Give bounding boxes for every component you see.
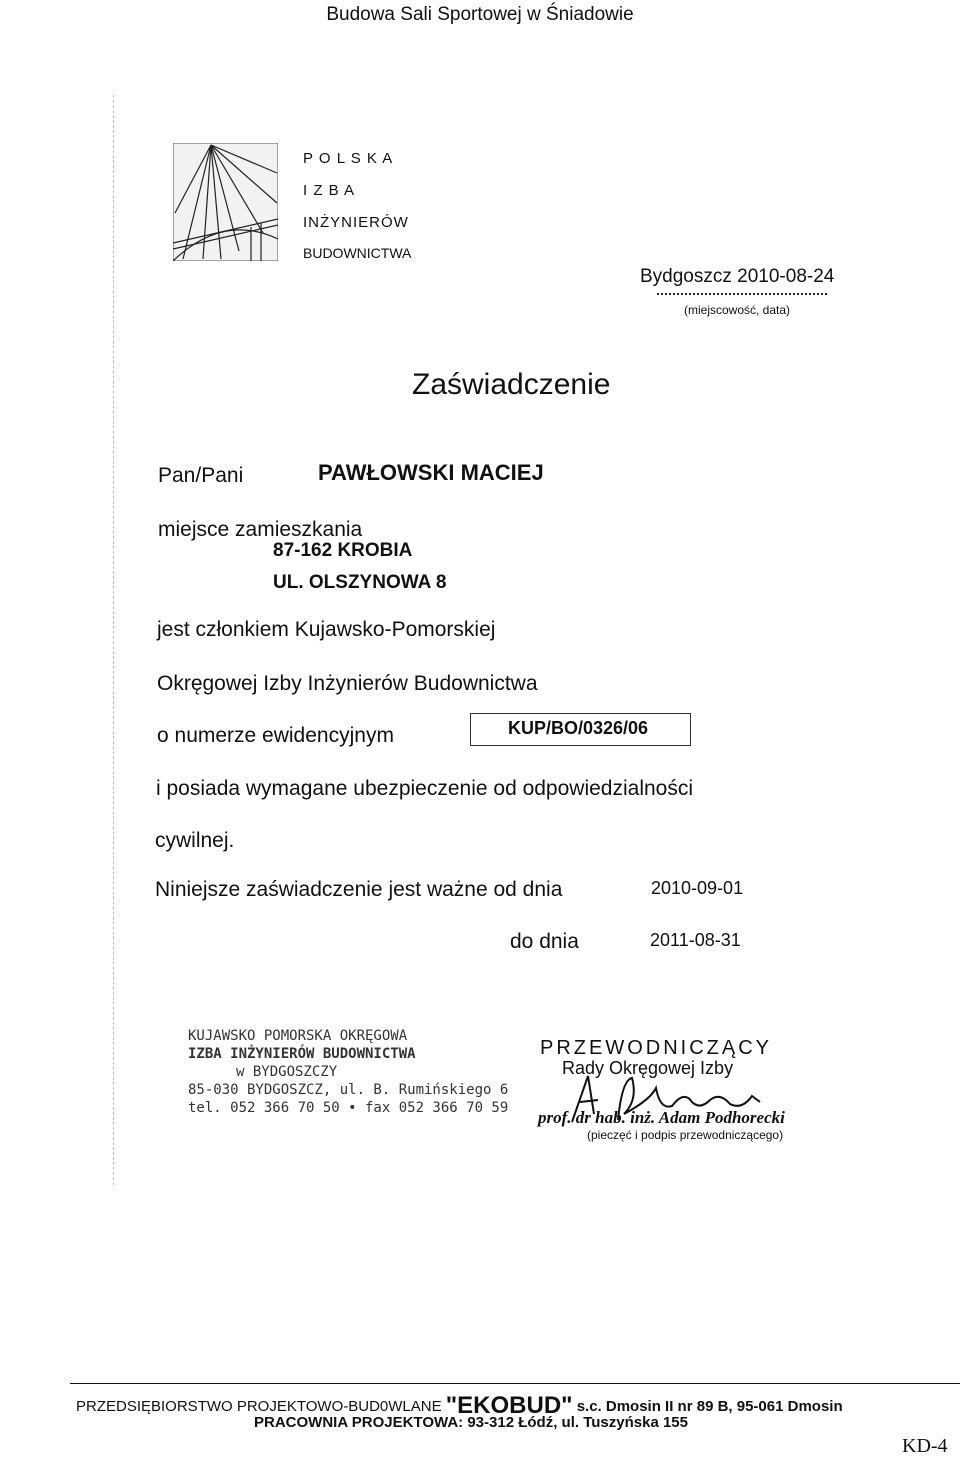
insurance-text-1: i posiada wymagane ubezpieczenie od odpowiedzialności bbox=[156, 777, 694, 800]
stamp-line: 85-030 BYDGOSZCZ, ul. B. Rumińskiego 6 bbox=[188, 1082, 509, 1098]
footer-address: s.c. Dmosin II nr 89 B, 95-061 Dmosin bbox=[572, 1398, 843, 1415]
stamp-line: w BYDGOSZCZY bbox=[236, 1064, 338, 1080]
footer-company-name: "EKOBUD" bbox=[445, 1392, 573, 1419]
membership-text-1: jest członkiem Kujawsko-Pomorskiej bbox=[157, 618, 496, 641]
scan-margin-line bbox=[113, 95, 114, 1185]
valid-to-label: do dnia bbox=[510, 930, 579, 953]
person-label: Pan/Pani bbox=[158, 464, 244, 487]
chair-title: PRZEWODNICZĄCY bbox=[540, 1037, 772, 1059]
dotted-line bbox=[657, 293, 827, 295]
valid-to-date: 2011-08-31 bbox=[650, 930, 741, 950]
stamp-line: IZBA INŻYNIERÓW BUDOWNICTWA bbox=[188, 1046, 416, 1062]
person-name: PAWŁOWSKI MACIEJ bbox=[318, 460, 544, 485]
logo-text-line: INŻYNIERÓW bbox=[303, 214, 409, 231]
logo-text-line: I Z B A bbox=[303, 182, 356, 199]
council-name: Rady Okręgowej Izby bbox=[562, 1058, 734, 1078]
address-line-1: 87-162 KROBIA bbox=[273, 540, 413, 561]
place-date-caption: (miejscowość, data) bbox=[684, 303, 791, 317]
registration-number: KUP/BO/0326/06 bbox=[508, 718, 649, 738]
bridge-logo-icon bbox=[173, 143, 278, 261]
footer-prefix: PRZEDSIĘBIORSTWO PROJEKTOWO-BUD0WLANE bbox=[76, 1398, 446, 1415]
registration-label: o numerze ewidencyjnym bbox=[157, 724, 394, 747]
valid-from-date: 2010-09-01 bbox=[651, 878, 744, 898]
page-code: KD-4 bbox=[902, 1435, 948, 1457]
seal-caption: (pieczęć i podpis przewodniczącego) bbox=[587, 1128, 784, 1142]
valid-from-label: Niniejsze zaświadczenie jest ważne od dnia bbox=[155, 878, 563, 901]
stamp-line: KUJAWSKO POMORSKA OKRĘGOWA bbox=[188, 1028, 408, 1044]
chamber-stamp bbox=[188, 1027, 509, 1117]
place-date: Bydgoszcz 2010-08-24 bbox=[640, 266, 835, 287]
membership-text-2: Okręgowej Izby Inżynierów Budownictwa bbox=[157, 672, 538, 695]
stamp-line: tel. 052 366 70 50 • fax 052 366 70 59 bbox=[188, 1100, 509, 1116]
signer-name: prof. dr hab. inż. Adam Podhorecki bbox=[538, 1108, 785, 1127]
residence-label: miejsce zamieszkania bbox=[158, 518, 363, 541]
insurance-text-2: cywilnej. bbox=[155, 829, 235, 852]
logo-text-line: BUDOWNICTWA bbox=[303, 245, 412, 261]
document-title: Zaświadczenie bbox=[412, 368, 611, 401]
logo-text-line: P O L S K A bbox=[303, 150, 394, 167]
page-header-title: Budowa Sali Sportowej w Śniadowie bbox=[326, 4, 634, 25]
footer-office-line: PRACOWNIA PROJEKTOWA: 93-312 Łódź, ul. Tuszyńska 155 bbox=[254, 1414, 688, 1431]
address-line-2: UL. OLSZYNOWA 8 bbox=[273, 572, 447, 593]
footer-divider bbox=[70, 1383, 960, 1384]
